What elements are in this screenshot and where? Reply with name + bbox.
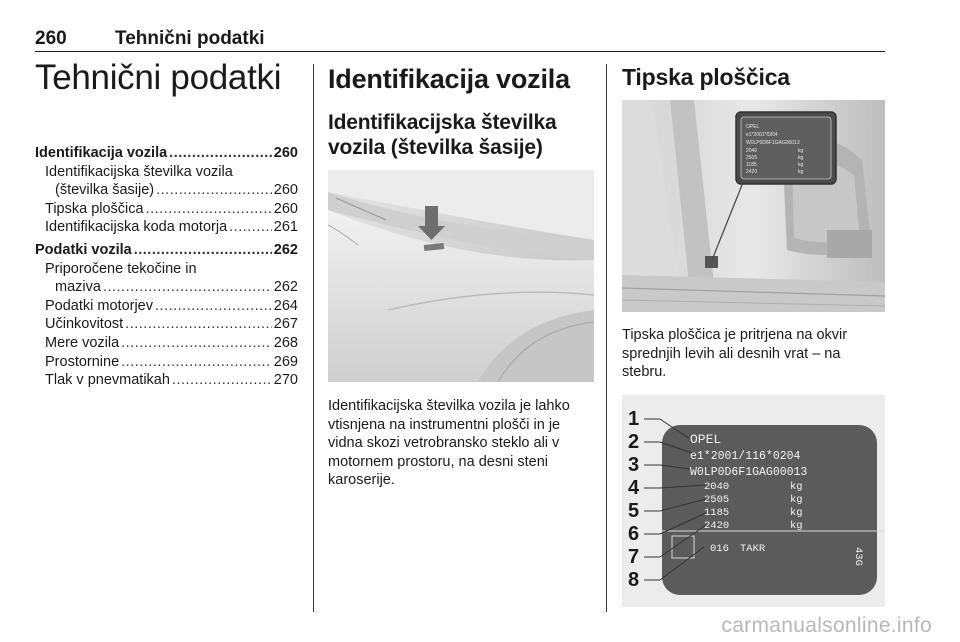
callout-number: 5 [628, 499, 640, 522]
svg-text:kg: kg [798, 155, 804, 161]
toc-entry-label: Učinkovitost [45, 316, 124, 333]
callout-number: 3 [628, 453, 640, 476]
toc-leader-dots [125, 315, 272, 334]
svg-text:2505: 2505 [746, 155, 758, 161]
plate-approval-number: e1*2001/116*0204 [690, 449, 801, 463]
toc-page-number: 261 [273, 219, 298, 236]
type-plate-section [622, 62, 888, 607]
toc-entry[interactable] [35, 260, 298, 279]
door-pillar-photo [622, 100, 885, 312]
toc-entry-label: Priporočene tekočine in [45, 260, 197, 277]
callout-number: 6 [628, 522, 640, 545]
svg-text:OPEL: OPEL [746, 124, 760, 130]
toc-entry[interactable] [35, 334, 298, 353]
toc-page-number: 260 [273, 182, 298, 199]
plate-bottom-code: 016 [710, 542, 729, 555]
toc-entry-label: Identifikacija vozila [35, 145, 168, 161]
plate-bottom-right-code: 43G [852, 546, 864, 566]
callout-number: 1 [628, 407, 640, 430]
toc-entry-label: Podatki motorjev [45, 297, 153, 314]
toc-page-number: 262 [273, 241, 298, 258]
toc-leader-dots [156, 181, 272, 200]
column-divider [313, 64, 314, 612]
toc-entry-label: Prostornine [45, 353, 120, 370]
toc-entry[interactable] [35, 297, 298, 316]
callout-number: 7 [628, 545, 640, 568]
page-number: 260 [35, 28, 67, 49]
vehicle-identification-section [328, 62, 594, 490]
toc-entry[interactable] [35, 218, 298, 237]
toc-entry-label: (številka šasije) [55, 182, 155, 199]
plate-weight-value: 1185 [704, 506, 730, 519]
toc-entry[interactable] [35, 200, 298, 219]
svg-text:e1*2001*0204: e1*2001*0204 [746, 132, 778, 138]
toc-page-number: 264 [273, 297, 298, 314]
toc-entry-label: Identifikacijska koda motorja [45, 219, 228, 236]
toc-entry-label: Mere vozila [45, 334, 120, 351]
toc-page-number: 267 [273, 316, 298, 333]
type-plate-description: Tipska ploščica je pritrjena na okvir sprednjih levih ali desnih vrat – na stebru. [622, 327, 848, 381]
toc-page-number: 260 [273, 145, 298, 161]
callout-number: 2 [628, 430, 640, 453]
type-plate-svg [622, 395, 885, 607]
page-header [35, 18, 885, 52]
toc-chapter-entry[interactable] [35, 241, 298, 260]
svg-text:2420: 2420 [746, 169, 758, 175]
svg-text:1185: 1185 [746, 162, 757, 168]
plate-bottom-label: TAKR [740, 542, 766, 555]
toc-entry-label: maziva [55, 279, 101, 296]
plate-weight-value: 2040 [704, 480, 730, 493]
toc-column [35, 58, 298, 390]
toc-leader-dots [169, 144, 272, 163]
toc-leader-dots [146, 200, 272, 219]
windshield-vin-photo [328, 170, 594, 382]
toc-leader-dots [121, 334, 272, 353]
toc-entry-label: Tipska ploščica [45, 200, 144, 217]
section-title: Identifikacija vozila [328, 64, 570, 94]
toc-page-number: 269 [273, 353, 298, 370]
toc-page-number: 270 [273, 372, 298, 389]
svg-text:kg: kg [798, 148, 804, 154]
table-of-contents [35, 144, 298, 390]
toc-leader-dots [172, 371, 272, 390]
chapter-title: Tehnični podatki [35, 58, 282, 97]
toc-page-number: 262 [273, 279, 298, 296]
toc-chapter-entry[interactable] [35, 144, 298, 163]
toc-entry[interactable] [35, 353, 298, 372]
toc-entry-label: Podatki vozila [35, 241, 132, 258]
windshield-vin-illustration [328, 170, 594, 382]
plate-weight-unit: kg [790, 493, 803, 506]
toc-leader-dots [103, 278, 272, 297]
column-divider [606, 64, 607, 612]
plate-weight-unit: kg [790, 480, 803, 493]
plate-weight-value: 2505 [704, 493, 730, 506]
toc-entry[interactable] [35, 181, 298, 200]
toc-page-number: 268 [273, 334, 298, 351]
subsection-title: Identifikacijska številka vozila (številka šasije) [328, 111, 557, 159]
callout-number: 4 [628, 476, 640, 499]
toc-leader-dots [155, 297, 272, 316]
plate-weight-unit: kg [790, 506, 803, 519]
header-title: Tehnični podatki [115, 28, 265, 49]
toc-page-number: 260 [273, 200, 298, 217]
section-title: Tipska ploščica [622, 64, 790, 90]
toc-leader-dots [229, 218, 272, 237]
plate-vin: W0LP0D6F1GAG00013 [690, 465, 808, 479]
toc-entry[interactable] [35, 315, 298, 334]
type-plate-marker [705, 256, 718, 268]
svg-text:2040: 2040 [746, 148, 758, 154]
toc-entry[interactable] [35, 163, 298, 182]
watermark: carmanualsonline.info [721, 614, 932, 637]
type-plate-diagram [622, 395, 885, 607]
toc-leader-dots [121, 353, 272, 372]
vin-description: Identifikacijska številka vozila je lahko vtisnjena na instrumentni plošči in je vidna skozi vetrobransko steklo ali v motornem prostoru, na desni steni karoserije. [328, 398, 570, 489]
svg-text:kg: kg [798, 169, 804, 175]
toc-entry-label: Identifikacijska številka vozila [45, 163, 233, 180]
svg-text:W0LP0D6F1GAG00013: W0LP0D6F1GAG00013 [746, 140, 800, 146]
toc-entry-label: Tlak v pnevmatikah [45, 372, 170, 389]
callout-number: 8 [628, 568, 640, 591]
toc-entry[interactable] [35, 371, 298, 390]
toc-leader-dots [134, 241, 272, 260]
plate-brand: OPEL [690, 431, 722, 447]
plate-weight-value: 2420 [704, 519, 730, 532]
plate-weight-unit: kg [790, 519, 803, 532]
toc-entry[interactable] [35, 278, 298, 297]
svg-text:kg: kg [798, 162, 804, 168]
door-pillar-illustration [622, 100, 885, 312]
